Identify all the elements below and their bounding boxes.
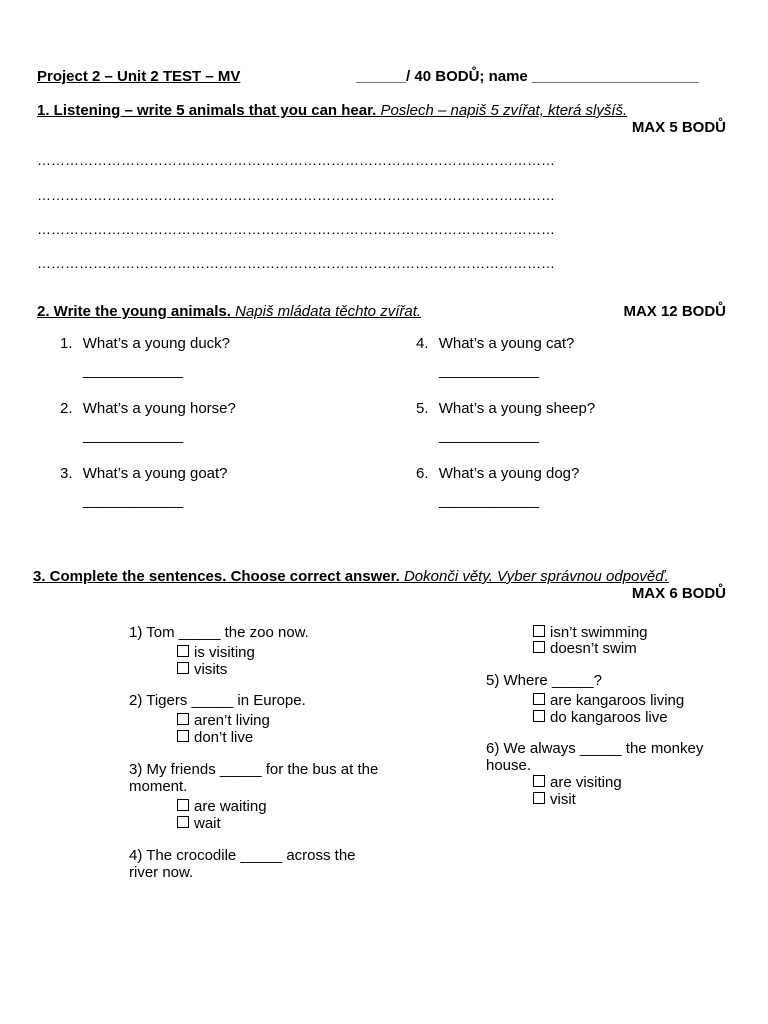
question-2 bbox=[60, 400, 236, 417]
question-number: 3. bbox=[60, 465, 73, 482]
option-label: are visiting bbox=[550, 774, 622, 791]
question-text: What’s a young sheep? bbox=[438, 400, 596, 417]
sentence-6: 6) We always _____ the monkey house. bbox=[486, 740, 704, 774]
checkbox-icon[interactable] bbox=[177, 816, 189, 828]
question-4 bbox=[416, 335, 574, 352]
option-label: is visiting bbox=[194, 644, 255, 661]
option-label: don’t live bbox=[194, 729, 254, 746]
checkbox-icon[interactable] bbox=[533, 693, 545, 705]
question-6 bbox=[416, 465, 579, 482]
option-label: isn’t swimming bbox=[550, 624, 648, 641]
checkbox-icon[interactable] bbox=[533, 775, 545, 787]
option-6b[interactable] bbox=[533, 791, 576, 808]
checkbox-icon[interactable] bbox=[533, 710, 545, 722]
question-number: 2. bbox=[60, 400, 73, 417]
answer-line-4[interactable]: ………………………………………………………………………………………………… bbox=[37, 255, 555, 271]
answer-blank-6[interactable]: ____________ bbox=[439, 492, 540, 509]
answer-blank-5[interactable]: ____________ bbox=[439, 427, 540, 444]
answer-line-2[interactable]: ………………………………………………………………………………………………… bbox=[37, 187, 555, 203]
test-title: Project 2 – Unit 2 TEST – MV bbox=[37, 68, 241, 85]
question-text: What’s a young horse? bbox=[82, 400, 236, 417]
section2-subtitle: Napiš mládata těchto zvířat. bbox=[235, 303, 422, 320]
question-text: What’s a young dog? bbox=[438, 465, 580, 482]
option-label: aren’t living bbox=[194, 712, 270, 729]
question-text: What’s a young duck? bbox=[82, 335, 230, 352]
section2-title: 2. Write the young animals. bbox=[37, 303, 231, 320]
sentence-4: 4) The crocodile _____ across the river now. bbox=[129, 847, 356, 881]
answer-blank-1[interactable]: ____________ bbox=[83, 362, 184, 379]
option-5b[interactable] bbox=[533, 709, 668, 726]
option-6a[interactable] bbox=[533, 774, 622, 791]
checkbox-icon[interactable] bbox=[177, 799, 189, 811]
option-1b[interactable] bbox=[177, 661, 227, 678]
question-number: 4. bbox=[416, 335, 429, 352]
option-label: wait bbox=[194, 815, 221, 832]
sentence-3: 3) My friends _____ for the bus at the moment. bbox=[129, 761, 379, 795]
section1-title: 1. Listening – write 5 animals that you can hear. bbox=[37, 102, 377, 119]
question-number: 6. bbox=[416, 465, 429, 482]
option-label: doesn’t swim bbox=[550, 640, 637, 657]
option-2a[interactable] bbox=[177, 712, 270, 729]
option-1a[interactable] bbox=[177, 644, 255, 661]
score-and-name-line: ______/ 40 BODŮ; name ____________________ bbox=[356, 68, 699, 85]
answer-blank-2[interactable]: ____________ bbox=[83, 427, 184, 444]
checkbox-icon[interactable] bbox=[177, 730, 189, 742]
section1-subtitle: Poslech – napiš 5 zvířat, která slyšíš. bbox=[380, 102, 628, 119]
section3-title: 3. Complete the sentences. Choose correct answer. bbox=[33, 568, 400, 585]
section2-heading bbox=[37, 303, 421, 320]
option-4a[interactable] bbox=[533, 624, 648, 641]
question-number: 5. bbox=[416, 400, 429, 417]
option-label: are kangaroos living bbox=[550, 692, 685, 709]
section3-heading bbox=[33, 568, 669, 585]
checkbox-icon[interactable] bbox=[533, 792, 545, 804]
sentence-1: 1) Tom _____ the zoo now. bbox=[129, 624, 309, 641]
checkbox-icon[interactable] bbox=[533, 625, 545, 637]
option-3a[interactable] bbox=[177, 798, 267, 815]
answer-line-1[interactable]: ………………………………………………………………………………………………… bbox=[37, 152, 555, 168]
section1-heading bbox=[37, 102, 627, 119]
question-text: What’s a young cat? bbox=[438, 335, 575, 352]
option-4b[interactable] bbox=[533, 640, 637, 657]
sentence-5: 5) Where _____? bbox=[486, 672, 602, 689]
option-3b[interactable] bbox=[177, 815, 221, 832]
checkbox-icon[interactable] bbox=[177, 662, 189, 674]
answer-blank-4[interactable]: ____________ bbox=[439, 362, 540, 379]
option-label: do kangaroos live bbox=[550, 709, 668, 726]
question-5 bbox=[416, 400, 595, 417]
checkbox-icon[interactable] bbox=[177, 713, 189, 725]
option-2b[interactable] bbox=[177, 729, 253, 746]
sentence-2: 2) Tigers _____ in Europe. bbox=[129, 692, 306, 709]
option-label: visit bbox=[550, 791, 576, 808]
section3-max-points: MAX 6 BODŮ bbox=[631, 585, 726, 602]
option-label: are waiting bbox=[194, 798, 267, 815]
section3-subtitle: Dokonči věty. Vyber správnou odpověď. bbox=[403, 568, 669, 585]
checkbox-icon[interactable] bbox=[177, 645, 189, 657]
section1-max-points: MAX 5 BODŮ bbox=[631, 119, 726, 136]
answer-blank-3[interactable]: ____________ bbox=[83, 492, 184, 509]
question-3 bbox=[60, 465, 228, 482]
question-text: What’s a young goat? bbox=[82, 465, 228, 482]
checkbox-icon[interactable] bbox=[533, 641, 545, 653]
option-label: visits bbox=[194, 661, 228, 678]
section2-max-points: MAX 12 BODŮ bbox=[623, 303, 726, 320]
answer-line-3[interactable]: ………………………………………………………………………………………………… bbox=[37, 221, 555, 237]
question-1 bbox=[60, 335, 230, 352]
option-5a[interactable] bbox=[533, 692, 684, 709]
question-number: 1. bbox=[60, 335, 73, 352]
